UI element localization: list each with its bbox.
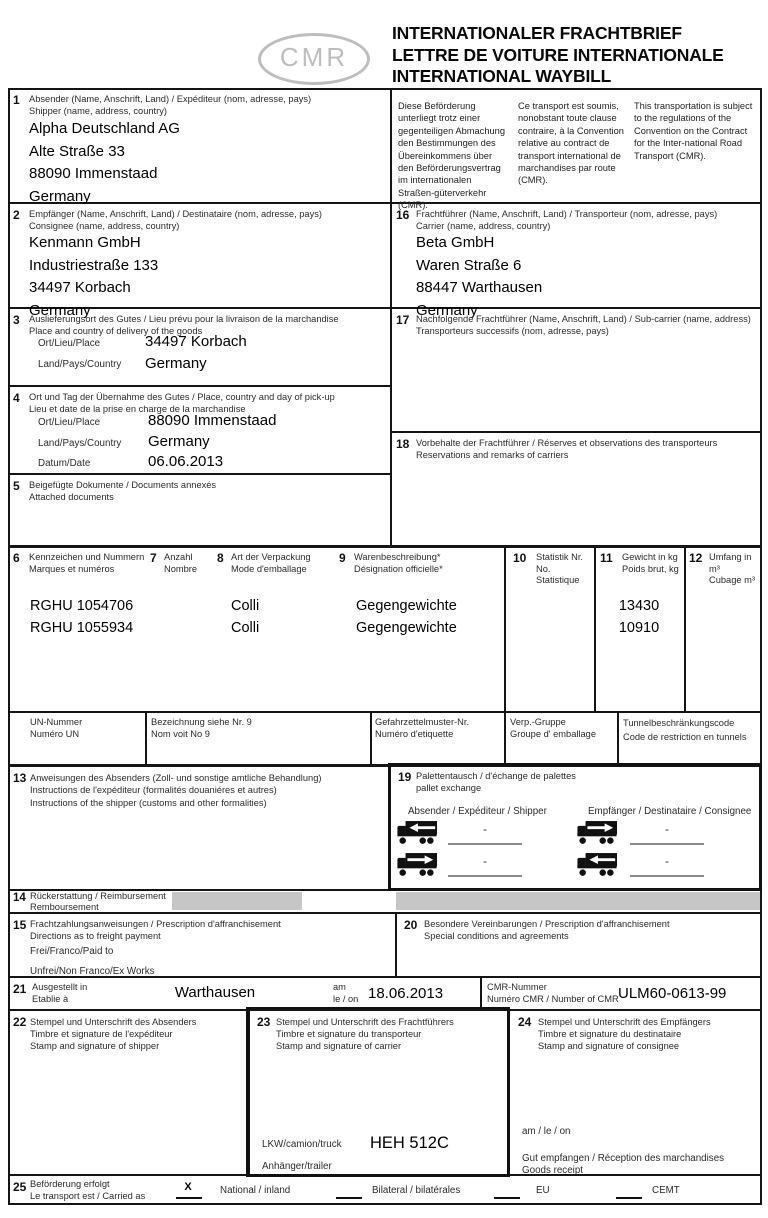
col6-label bbox=[29, 552, 147, 575]
box17-label bbox=[416, 314, 756, 337]
carrier-city: 88447 Warthausen bbox=[416, 279, 543, 296]
box5-label bbox=[29, 480, 379, 503]
col11-de: Gewicht in kg bbox=[622, 552, 678, 562]
box3-number: 3 bbox=[13, 313, 20, 327]
divider bbox=[684, 545, 686, 713]
truck-arrow-left-icon bbox=[396, 820, 438, 845]
box18-label-line2: Reservations and remarks of carriers bbox=[416, 449, 569, 460]
col7-fr: Nombre bbox=[164, 563, 198, 574]
goods-packaging: Colli bbox=[231, 598, 260, 614]
divider bbox=[8, 88, 10, 1205]
divider bbox=[504, 711, 506, 766]
trailer-label: Anhänger/trailer bbox=[262, 1161, 332, 1172]
box14-label bbox=[30, 891, 190, 912]
truck-arrow-right-icon bbox=[396, 852, 438, 877]
cmr-number-value: ULM60-0613-99 bbox=[618, 985, 727, 1002]
box24-label-line2: Timbre et signature du destinataire bbox=[538, 1029, 682, 1040]
box25-label-line1: Beförderung erfolgt bbox=[30, 1179, 110, 1189]
col6-number: 6 bbox=[13, 551, 20, 565]
option-national: National / inland bbox=[220, 1185, 291, 1196]
box2-label bbox=[29, 209, 379, 232]
box23-label-line3: Stamp and signature of carrier bbox=[276, 1041, 402, 1052]
box4-place-label: Ort/Lieu/Place bbox=[38, 417, 101, 428]
pallet-count-placeholder: - bbox=[665, 854, 669, 868]
shipper-street: Alte Straße 33 bbox=[29, 142, 125, 160]
truck-arrow-left-icon bbox=[576, 852, 618, 877]
box15-label bbox=[30, 919, 370, 942]
box24-label-line1: Stempel und Unterschrift des Empfängers bbox=[538, 1017, 711, 1027]
box3-label-line1: Auslieferungsort des Gutes / Lieu prévu pour la livraison de la marchandise bbox=[29, 314, 339, 324]
box24-label-line3: Stamp and signature of consignee bbox=[538, 1041, 680, 1052]
dg-un-de: UN-Nummer bbox=[30, 717, 83, 727]
freight-exworks-option: Unfrei/Non Franco/Ex Works bbox=[30, 966, 155, 977]
col12-de: Umfang in m³ bbox=[709, 552, 752, 574]
box2-label-line2: Consignee (name, address, country) bbox=[29, 220, 180, 231]
goods-marks: RGHU 1054706 bbox=[30, 598, 134, 614]
box19-label-line1: Palettentausch / d'échange de palettes bbox=[416, 771, 576, 781]
dg-hazardlabel-label bbox=[375, 717, 500, 740]
box18-number: 18 bbox=[396, 437, 410, 451]
truck-arrow-right-icon bbox=[576, 820, 618, 845]
issued-place: Warthausen bbox=[174, 984, 256, 1001]
cmr-number-label bbox=[487, 982, 619, 1005]
box13-label bbox=[30, 772, 380, 809]
consignee-name: Kenmann GmbH bbox=[29, 234, 141, 251]
col9-label bbox=[354, 552, 474, 575]
pallet-count-placeholder: - bbox=[665, 822, 669, 836]
cmr-number-fr: Numéro CMR / Number of CMR bbox=[487, 993, 619, 1004]
box3-country-label: Land/Pays/Country bbox=[38, 359, 122, 370]
divider bbox=[390, 88, 392, 547]
consignee-street: Industriestraße 133 bbox=[29, 256, 159, 274]
box21-date-de: am bbox=[333, 982, 346, 992]
box20-label bbox=[424, 919, 754, 942]
checkmark-line bbox=[616, 1197, 642, 1199]
box21-issued-fr: Etablie à bbox=[32, 993, 69, 1004]
divider bbox=[370, 711, 372, 766]
checkmark-line bbox=[494, 1197, 520, 1199]
box4-label-line2: Lieu et date de la prise en charge de la marchandise bbox=[29, 403, 246, 414]
dg-un-label bbox=[30, 717, 140, 740]
pickup-date: 06.06.2013 bbox=[148, 453, 224, 470]
pallet-consignee-header: Empfänger / Destinataire / Consignee bbox=[588, 806, 752, 817]
col8-number: 8 bbox=[217, 551, 224, 565]
pallet-fill-line bbox=[448, 843, 522, 845]
option-cemt: CEMT bbox=[652, 1185, 680, 1196]
col10-label bbox=[536, 552, 594, 587]
col11-fr: Poids brut, kg bbox=[622, 563, 679, 574]
dg-tunnel-de: Tunnelbeschränkungscode bbox=[623, 718, 735, 728]
box5-number: 5 bbox=[13, 479, 20, 493]
cmr-notice-de: Diese Beförderung unterliegt trotz einer gegenteiligen Abmachung den Bestimmungen des Übereinkommens über den Beförderungsvertrag im internationalen Straßen-güterverkehr (CMR). bbox=[398, 101, 506, 211]
box18-label bbox=[416, 438, 756, 461]
pallet-count-placeholder: - bbox=[483, 854, 487, 868]
box4-label-line1: Ort und Tag der Übernahme des Gutes / Place, country and day of pick-up bbox=[29, 392, 335, 402]
divider bbox=[480, 976, 482, 1011]
box2-number: 2 bbox=[13, 208, 20, 222]
carrier-country: Germany bbox=[416, 301, 478, 319]
divider bbox=[395, 912, 397, 978]
box19-label-line2: pallet exchange bbox=[416, 782, 482, 793]
box15-label-line1: Frachtzahlungsanweisungen / Prescription d'affranchisement bbox=[30, 919, 281, 929]
box15-label-line2: Directions as to freight payment bbox=[30, 930, 161, 941]
pallet-fill-line bbox=[448, 875, 522, 877]
box19-label bbox=[416, 771, 746, 794]
box5-label-line2: Attached documents bbox=[29, 491, 114, 502]
box24-label bbox=[538, 1016, 748, 1053]
shipper-address bbox=[29, 118, 180, 208]
box16-label-line1: Frachtführer (Name, Anschrift, Land) / Transporteur (nom, adresse, pays) bbox=[416, 209, 718, 219]
box16-label-line2: Carrier (name, address, country) bbox=[416, 220, 551, 231]
title-line-de: INTERNATIONALER FRACHTBRIEF bbox=[392, 23, 682, 43]
divider bbox=[8, 545, 762, 548]
box3-place-label: Ort/Lieu/Place bbox=[38, 338, 101, 349]
col9-de: Warenbeschreibung* bbox=[354, 552, 441, 562]
col8-fr: Mode d'emballage bbox=[231, 563, 307, 574]
dg-name-fr: Nom voit No 9 bbox=[151, 728, 210, 739]
col10-fr: No. Statistique bbox=[536, 563, 580, 586]
col7-number: 7 bbox=[150, 551, 157, 565]
box18-label-line1: Vorbehalte der Frachtführer / Réserves et observations des transporteurs bbox=[416, 438, 718, 448]
goods-description: Gegengewichte bbox=[356, 620, 457, 636]
carrier-name: Beta GmbH bbox=[416, 234, 495, 251]
shipper-city: 88090 Immenstaad bbox=[29, 165, 158, 182]
title-line-fr: LETTRE DE VOITURE INTERNATIONALE bbox=[392, 44, 724, 65]
col8-label bbox=[231, 552, 331, 575]
col7-label bbox=[164, 552, 219, 575]
carried-as-mark: X bbox=[184, 1181, 192, 1193]
box21-issued-de: Ausgestellt in bbox=[32, 982, 88, 992]
receipt-date-label: am / le / on bbox=[522, 1126, 571, 1137]
col6-fr: Marques et numéros bbox=[29, 563, 115, 574]
box1-label-line1: Absender (Name, Anschrift, Land) / Expéditeur (nom, adresse, pays) bbox=[29, 94, 312, 104]
goods-marks: RGHU 1055934 bbox=[30, 620, 134, 636]
cmr-notice-fr: Ce transport est soumis, nonobstant toute clause contraire, à la Convention relative au contract de transport international de marchandises par route (CMR). bbox=[518, 101, 624, 186]
box1-label-line2: Shipper (name, address, country) bbox=[29, 105, 167, 116]
dg-hazard-fr: Numéro d'etiquette bbox=[375, 728, 454, 739]
box1-number: 1 bbox=[13, 93, 20, 107]
col12-label bbox=[709, 552, 761, 587]
carrier-address bbox=[416, 232, 542, 322]
dg-packgroup-de: Verp.-Gruppe bbox=[510, 717, 566, 727]
box20-number: 20 bbox=[404, 918, 418, 932]
box22-number: 22 bbox=[13, 1015, 27, 1029]
box23-number: 23 bbox=[257, 1015, 271, 1029]
divider bbox=[8, 1203, 762, 1205]
dg-tunnel-label bbox=[623, 717, 758, 744]
pickup-place: 88090 Immenstaad bbox=[148, 412, 277, 429]
box13-number: 13 bbox=[13, 771, 27, 785]
freight-paid-option: Frei/Franco/Paid to bbox=[30, 946, 114, 957]
box22-label-line2: Timbre et signature de l'expéditeur bbox=[30, 1029, 173, 1040]
goods-weight: 10910 bbox=[618, 620, 660, 636]
divider bbox=[145, 711, 147, 766]
option-bilateral: Bilateral / bilatérales bbox=[372, 1185, 461, 1196]
col11-number: 11 bbox=[600, 551, 613, 565]
goods-packaging: Colli bbox=[231, 620, 260, 636]
divider bbox=[8, 88, 762, 90]
goods-weight: 13430 bbox=[618, 598, 660, 614]
goods-receipt-label-en: Goods receipt bbox=[522, 1165, 583, 1176]
divider bbox=[8, 912, 762, 914]
dg-name-label bbox=[151, 717, 366, 740]
consignee-city: 34497 Korbach bbox=[29, 279, 131, 296]
pickup-country: Germany bbox=[148, 433, 210, 450]
box21-number: 21 bbox=[13, 982, 27, 996]
pallet-fill-line bbox=[630, 843, 704, 845]
checkmark-line bbox=[176, 1197, 202, 1199]
shipper-name: Alpha Deutschland AG bbox=[29, 120, 180, 137]
shipper-country: Germany bbox=[29, 187, 91, 205]
truck-plate-value: HEH 512C bbox=[370, 1134, 449, 1152]
box16-number: 16 bbox=[396, 208, 410, 222]
box23-label bbox=[276, 1016, 486, 1053]
delivery-country: Germany bbox=[145, 355, 207, 372]
title-line-en: INTERNATIONAL WAYBILL bbox=[392, 66, 612, 86]
divider bbox=[504, 545, 506, 713]
box2-label-line1: Empfänger (Name, Anschrift, Land) / Destinataire (nom, adresse, pays) bbox=[29, 209, 322, 219]
dg-tunnel-fr: Code de restriction en tunnels bbox=[623, 731, 747, 742]
cmr-number-de: CMR-Nummer bbox=[487, 982, 547, 992]
box20-label-line1: Besondere Vereinbarungen / Prescription d'affranchisement bbox=[424, 919, 670, 929]
box22-label-line3: Stamp and signature of shipper bbox=[30, 1041, 160, 1052]
col12-number: 12 bbox=[689, 551, 703, 565]
pallet-shipper-header: Absender / Expéditeur / Shipper bbox=[408, 806, 547, 817]
col10-de: Statistik Nr. bbox=[536, 552, 584, 562]
shaded-band bbox=[396, 892, 760, 910]
box21-date-label bbox=[333, 982, 358, 1005]
box1-label bbox=[29, 94, 379, 117]
goods-receipt-label-fr: Gut empfangen / Réception des marchandises bbox=[522, 1153, 725, 1164]
box24-number: 24 bbox=[518, 1015, 532, 1029]
col9-number: 9 bbox=[339, 551, 346, 565]
col6-de: Kennzeichen und Nummern bbox=[29, 552, 145, 562]
carrier-street: Waren Straße 6 bbox=[416, 256, 522, 274]
box5-label-line1: Beigefügte Dokumente / Documents annexés bbox=[29, 480, 217, 490]
dg-packgroup-fr: Groupe d' emballage bbox=[510, 728, 597, 739]
box14-label-line1: Rückerstattung / Reimbursement bbox=[30, 891, 166, 901]
box22-label bbox=[30, 1016, 230, 1053]
col9-fr: Désignation officielle* bbox=[354, 563, 443, 574]
box14-number: 14 bbox=[13, 892, 26, 904]
divider bbox=[8, 711, 762, 713]
box13-label-line1: Anweisungen des Absenders (Zoll- und sonstige amtliche Behandlung) bbox=[30, 773, 322, 783]
box4-number: 4 bbox=[13, 391, 20, 405]
cmr-notice-en: This transportation is subject to the regulations of the Convention on the Contract for the Inter-national Road Transport (CMR). bbox=[634, 101, 753, 161]
box13-label-line2: Instructions de l'expéditeur (formalités douaniéres et autres) bbox=[30, 785, 277, 796]
box13-label-line3: Instructions of the shipper (customs and other formalities) bbox=[30, 797, 267, 808]
option-eu: EU bbox=[536, 1185, 550, 1196]
box17-number: 17 bbox=[396, 313, 410, 327]
box19-number: 19 bbox=[398, 770, 412, 784]
box3-label-line2: Place and country of delivery of the goods bbox=[29, 325, 203, 336]
pallet-fill-line bbox=[630, 875, 704, 877]
box22-label-line1: Stempel und Unterschrift des Absenders bbox=[30, 1017, 197, 1027]
box25-number: 25 bbox=[13, 1180, 27, 1194]
box4-date-label: Datum/Date bbox=[38, 458, 91, 469]
col11-label bbox=[622, 552, 684, 575]
box17-label-line1: Nachfolgende Frachtführer (Name, Anschrift, Land) / Sub-carrier (name, address) bbox=[416, 314, 751, 324]
box15-number: 15 bbox=[13, 918, 27, 932]
divider bbox=[8, 473, 392, 475]
box25-label bbox=[30, 1179, 145, 1202]
consignee-address bbox=[29, 232, 158, 322]
divider bbox=[617, 711, 619, 766]
delivery-place: 34497 Korbach bbox=[145, 333, 247, 350]
box14-label-line2: Remboursement bbox=[30, 901, 99, 912]
box21-issued-label bbox=[32, 982, 87, 1005]
dg-name-de: Bezeichnung siehe Nr. 9 bbox=[151, 717, 252, 727]
checkmark-line bbox=[336, 1197, 362, 1199]
dg-un-fr: Numéro UN bbox=[30, 728, 80, 739]
divider bbox=[8, 385, 392, 387]
truck-plate-label: LKW/camion/truck bbox=[262, 1139, 342, 1150]
consignee-country: Germany bbox=[29, 301, 91, 319]
issued-date: 18.06.2013 bbox=[368, 985, 444, 1002]
col10-number: 10 bbox=[513, 551, 527, 565]
cmr-logo: CMR bbox=[258, 33, 370, 85]
col8-de: Art der Verpackung bbox=[231, 552, 311, 562]
pallet-count-placeholder: - bbox=[483, 822, 487, 836]
box20-label-line2: Special conditions and agreements bbox=[424, 930, 569, 941]
box21-date-fr: le / on bbox=[333, 993, 359, 1004]
box23-label-line1: Stempel und Unterschrift des Frachtführers bbox=[276, 1017, 454, 1027]
col7-de: Anzahl bbox=[164, 552, 193, 562]
box4-country-label: Land/Pays/Country bbox=[38, 438, 122, 449]
document-title bbox=[392, 23, 762, 88]
box25-label-line2: Le transport est / Carried as bbox=[30, 1190, 146, 1201]
dg-packgroup-label bbox=[510, 717, 615, 740]
shaded-band bbox=[172, 892, 302, 910]
col12-fr: Cubage m³ bbox=[709, 575, 755, 586]
divider bbox=[760, 88, 762, 1205]
box23-label-line2: Timbre et signature du transporteur bbox=[276, 1029, 422, 1040]
goods-description: Gegengewichte bbox=[356, 598, 457, 614]
box16-label bbox=[416, 209, 756, 232]
divider bbox=[390, 431, 762, 433]
dg-hazard-de: Gefahrzettelmuster-Nr. bbox=[375, 717, 470, 727]
box17-label-line2: Transporteurs successifs (nom, adresse, pays) bbox=[416, 325, 609, 336]
